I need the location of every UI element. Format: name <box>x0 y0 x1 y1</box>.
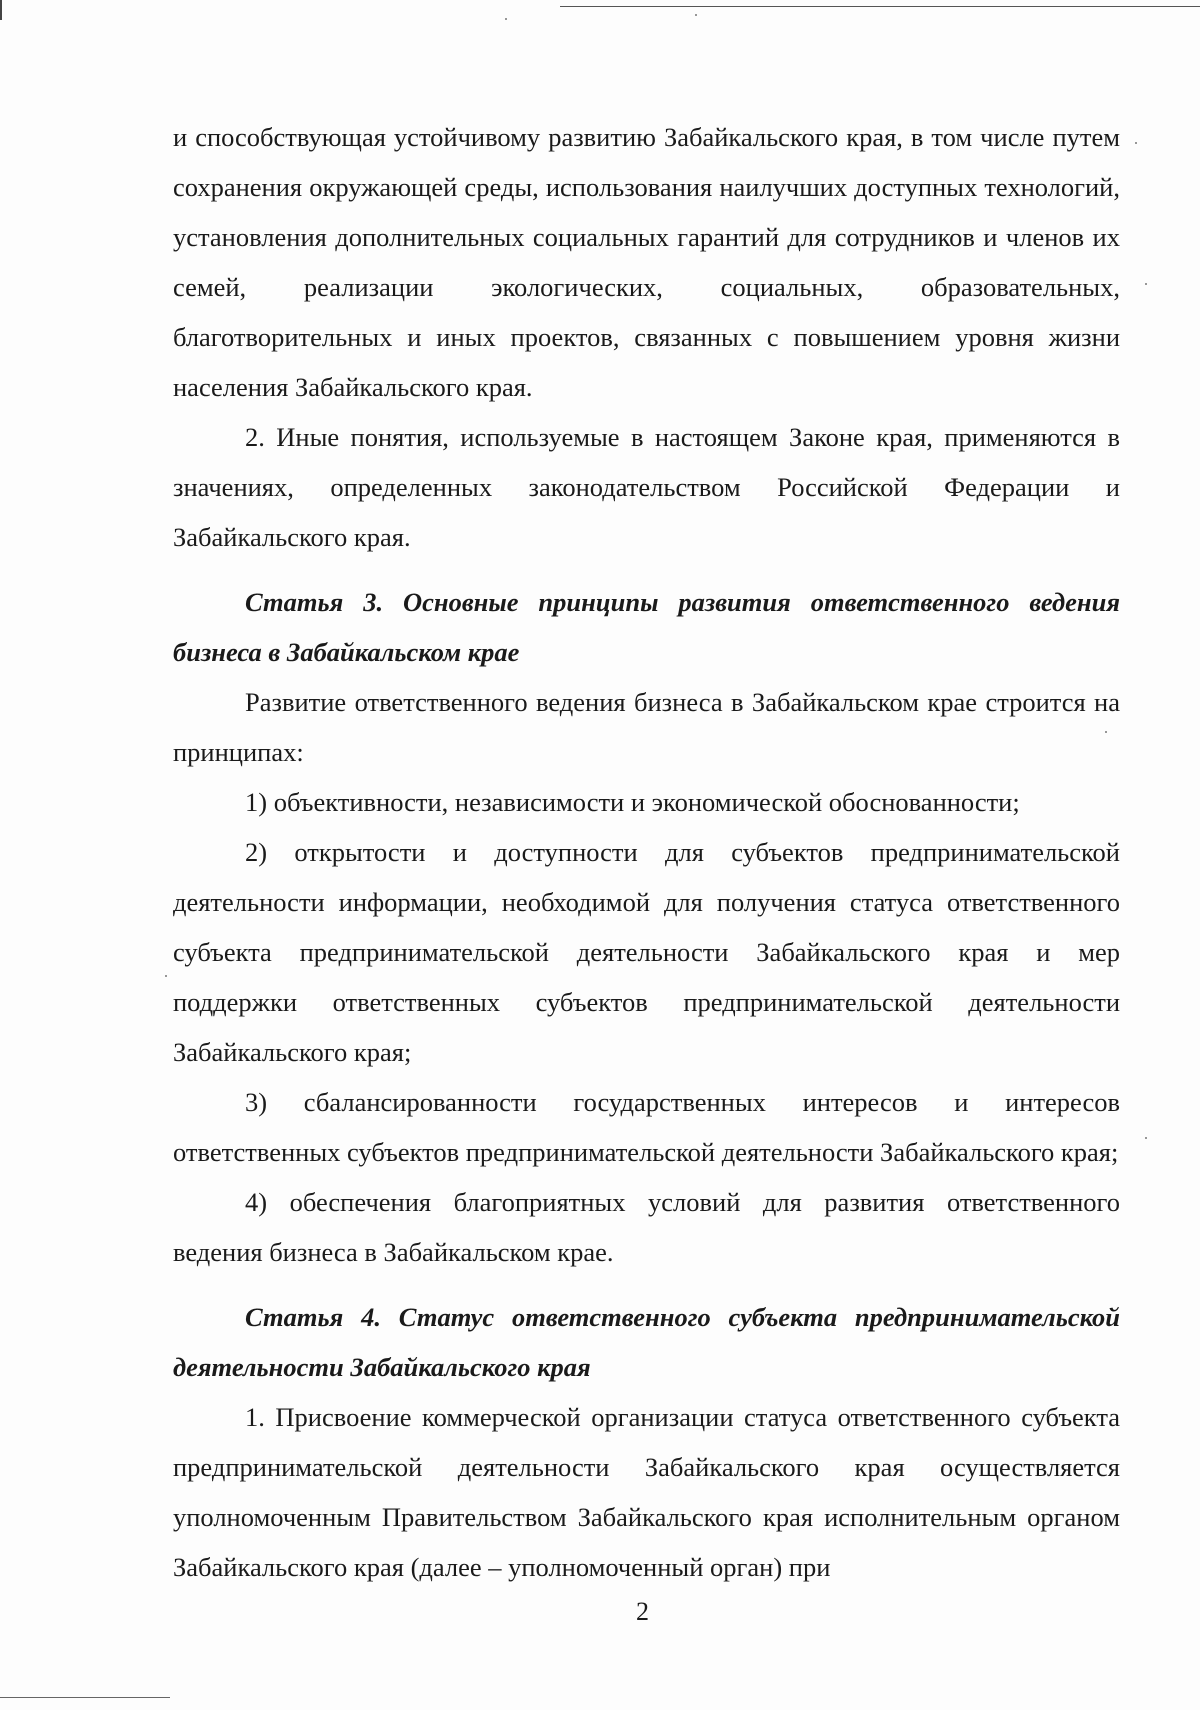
article-4-heading: Статья 4. Статус ответственного субъекта предпринимательской деятельности Забайкальского края <box>173 1302 1120 1382</box>
paragraph-definitions: 2. Иные понятия, используемые в настоящем Законе края, применяются в значениях, определенных законодательством Российской Федерации и Забайкальского края. <box>173 422 1120 552</box>
article-3-item-1: 1) объективности, независимости и экономической обоснованности; <box>245 787 1020 817</box>
article-3-intro: Развитие ответственного ведения бизнеса в Забайкальском крае строится на принципах: <box>173 687 1120 767</box>
document-body <box>173 112 1120 1592</box>
article-3-item-3: 3) сбалансированности государственных интересов и интересов ответственных субъектов предпринимательской деятельности Забайкальского края; <box>173 1087 1120 1167</box>
scan-speck <box>1145 283 1147 285</box>
scan-left-mark <box>0 0 2 20</box>
scan-speck <box>1145 1137 1147 1139</box>
scan-bottom-rule <box>0 1697 170 1698</box>
scan-speck <box>695 14 697 16</box>
article-3-item-4: 4) обеспечения благоприятных условий для развития ответственного ведения бизнеса в Забайкальском крае. <box>173 1187 1120 1267</box>
article-3-item-2: 2) открытости и доступности для субъектов предпринимательской деятельности информации, необходимой для получения статуса ответственного субъекта предпринимательской деятельности Забайкальского края и мер поддержки ответственных субъектов предпринимательской деятельности Забайкальского края; <box>173 837 1120 1067</box>
page-number: 2 <box>636 1597 649 1626</box>
paragraph-continuation: и способствующая устойчивому развитию Забайкальского края, в том числе путем сохранения окружающей среды, использования наилучших доступных технологий, установления дополнительных социальных гарантий для сотрудников и членов их семей, реализации экологических, социальных, образовательных, благотворительных и иных проектов, связанных с повышением уровня жизни населения Забайкальского края. <box>173 122 1120 402</box>
scan-speck <box>1135 142 1137 144</box>
article-3-heading: Статья 3. Основные принципы развития ответственного ведения бизнеса в Забайкальском крае <box>173 587 1120 667</box>
article-4-paragraph-1: 1. Присвоение коммерческой организации статуса ответственного субъекта предпринимательской деятельности Забайкальского края осуществляется уполномоченным Правительством Забайкальского края исполнительным органом Забайкальского края (далее – уполномоченный орган) при <box>173 1402 1120 1582</box>
scan-speck <box>505 18 507 20</box>
scan-top-rule <box>560 6 1200 7</box>
scan-speck <box>165 975 167 977</box>
